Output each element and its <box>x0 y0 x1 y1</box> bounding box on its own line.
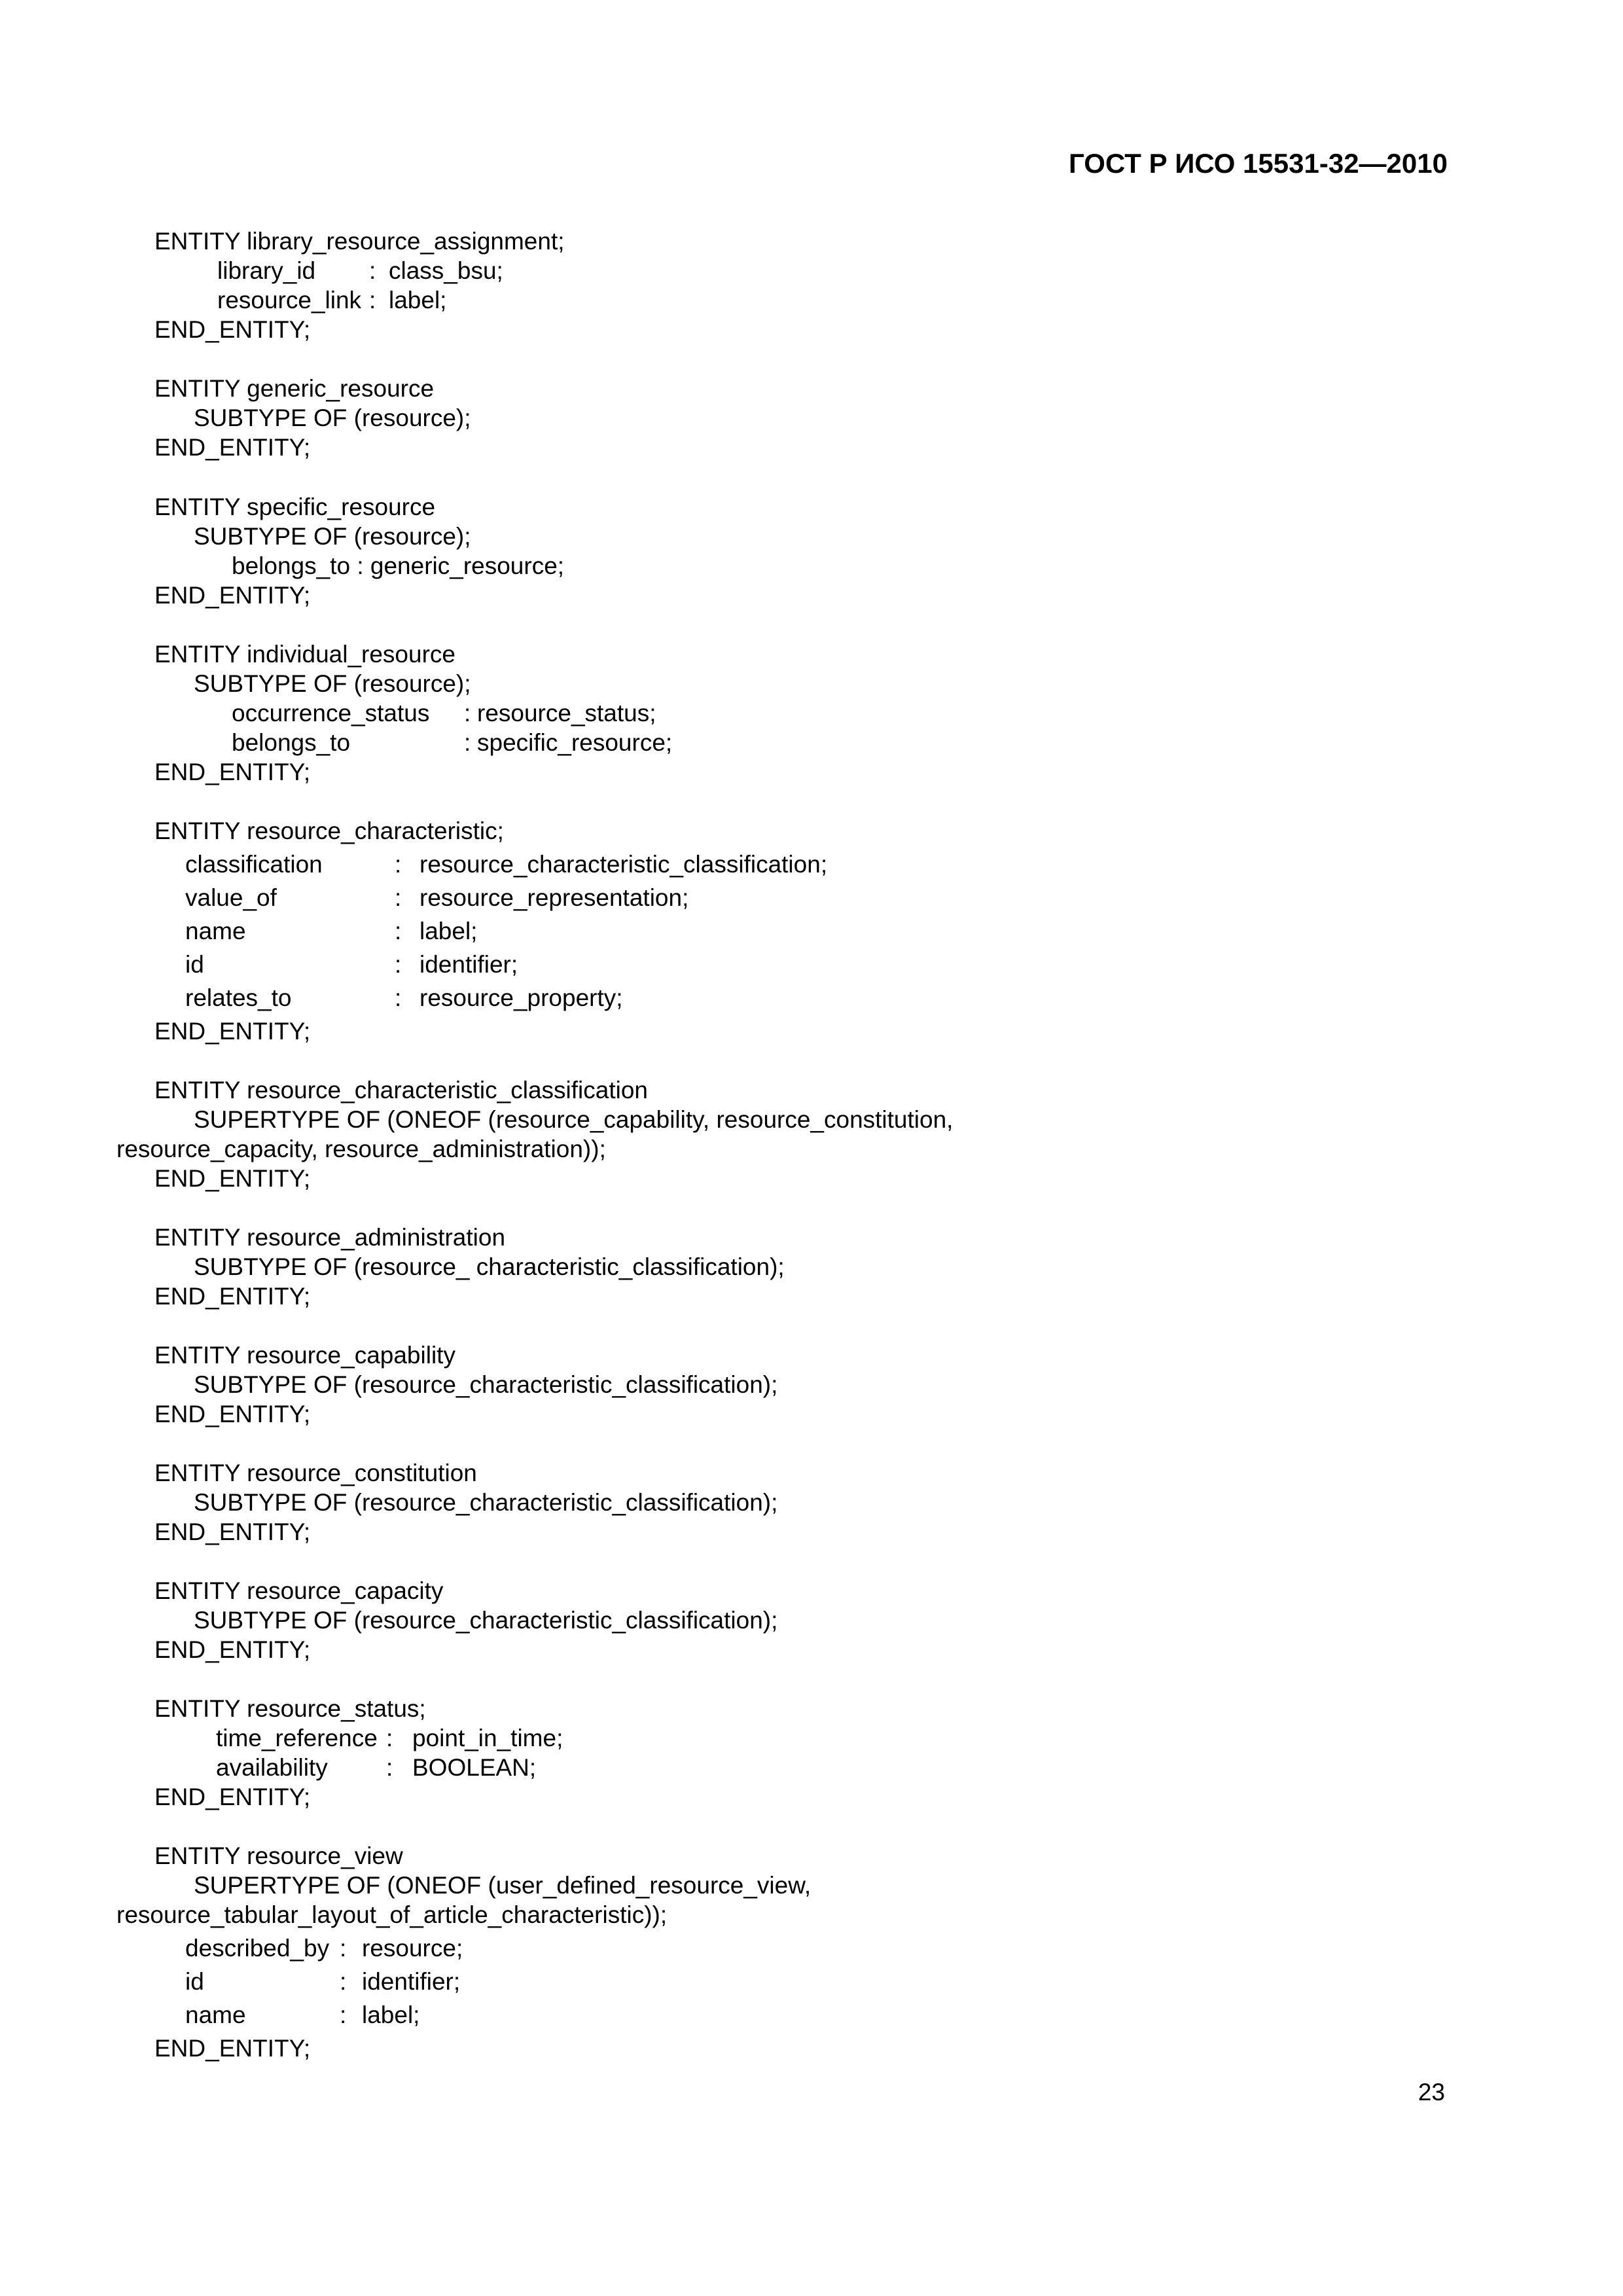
code-line: ENTITY specific_resource <box>154 493 436 520</box>
attribute-name: time_reference <box>216 1725 378 1751</box>
code-line: ENTITY resource_status; <box>154 1695 426 1722</box>
attribute-type: resource_property; <box>419 984 623 1011</box>
attribute-separator: : <box>464 729 471 756</box>
code-line: ENTITY resource_characteristic_classification <box>154 1077 648 1103</box>
attribute-line <box>185 916 477 946</box>
attribute-name: classification <box>185 851 323 878</box>
attribute-line <box>185 2000 419 2030</box>
code-line: ENTITY resource_constitution <box>154 1460 477 1486</box>
code-line: END_ENTITY; <box>154 1401 311 1427</box>
attribute-line <box>185 1967 460 1996</box>
attribute-separator: : <box>395 851 402 878</box>
attribute-line <box>185 1933 463 1963</box>
code-line: resource_tabular_layout_of_article_characteristic)); <box>116 1901 668 1928</box>
attribute-name: id <box>185 1968 204 1995</box>
code-line: END_ENTITY; <box>154 434 311 461</box>
code-line: END_ENTITY; <box>154 1283 311 1310</box>
attribute-separator: : <box>369 287 376 314</box>
attribute-separator: : <box>395 951 402 978</box>
code-line: SUBTYPE OF (resource); <box>194 404 471 431</box>
code-line: ENTITY library_resource_assignment; <box>154 228 565 255</box>
attribute-line <box>232 698 656 728</box>
attribute-separator: : <box>369 257 376 284</box>
attribute-type: BOOLEAN; <box>412 1754 537 1781</box>
code-line: END_ENTITY; <box>154 316 311 343</box>
code-line: resource_capacity, resource_administration)); <box>116 1136 606 1162</box>
code-line: belongs_to : generic_resource; <box>232 552 565 579</box>
code-line: SUBTYPE OF (resource_characteristic_classification); <box>194 1489 778 1516</box>
attribute-separator: : <box>395 884 402 911</box>
code-line: SUBTYPE OF (resource_characteristic_classification); <box>194 1607 778 1634</box>
attribute-line <box>185 850 827 879</box>
code-line: END_ENTITY; <box>154 1165 311 1192</box>
code-line: SUBTYPE OF (resource_characteristic_classification); <box>194 1371 778 1398</box>
attribute-line <box>232 728 672 757</box>
attribute-name: relates_to <box>185 984 292 1011</box>
attribute-name: id <box>185 951 204 978</box>
attribute-separator: : <box>464 700 471 726</box>
code-line: END_ENTITY; <box>154 582 311 609</box>
attribute-type: resource_status; <box>477 700 656 726</box>
attribute-name: resource_link <box>217 287 362 314</box>
code-line: END_ENTITY; <box>154 759 311 785</box>
code-line: SUPERTYPE OF (ONEOF (resource_capability, resource_constitution, <box>194 1106 954 1133</box>
code-line: END_ENTITY; <box>154 2035 311 2062</box>
attribute-name: library_id <box>217 257 316 284</box>
code-line: ENTITY resource_capability <box>154 1342 455 1369</box>
code-line: ENTITY individual_resource <box>154 641 455 668</box>
attribute-name: name <box>185 918 246 944</box>
attribute-separator: : <box>340 1968 347 1995</box>
code-line: ENTITY resource_characteristic; <box>154 817 504 844</box>
attribute-name: occurrence_status <box>232 700 430 726</box>
attribute-type: identifier; <box>419 951 518 978</box>
code-line: SUBTYPE OF (resource); <box>194 670 471 697</box>
attribute-type: resource_characteristic_classification; <box>419 851 828 878</box>
attribute-line <box>217 256 503 285</box>
code-line: SUBTYPE OF (resource_ characteristic_classification); <box>194 1253 785 1280</box>
code-line: SUBTYPE OF (resource); <box>194 523 471 550</box>
attribute-line <box>216 1723 563 1753</box>
code-line: ENTITY resource_capacity <box>154 1577 444 1604</box>
attribute-type: identifier; <box>362 1968 461 1995</box>
attribute-separator: : <box>340 1935 347 1962</box>
attribute-line <box>216 1753 536 1782</box>
attribute-type: class_bsu; <box>389 257 503 284</box>
attribute-type: point_in_time; <box>412 1725 563 1751</box>
attribute-type: resource; <box>362 1935 463 1962</box>
attribute-line <box>185 983 623 1013</box>
attribute-type: resource_representation; <box>419 884 689 911</box>
attribute-line <box>185 883 688 912</box>
attribute-name: availability <box>216 1754 328 1781</box>
attribute-separator: : <box>386 1725 393 1751</box>
attribute-separator: : <box>395 984 402 1011</box>
code-line: ENTITY resource_administration <box>154 1224 506 1251</box>
code-line: END_ENTITY; <box>154 1784 311 1810</box>
attribute-type: label; <box>389 287 447 314</box>
attribute-type: label; <box>419 918 478 944</box>
page-number: 23 <box>1418 2079 1445 2106</box>
attribute-name: belongs_to <box>232 729 351 756</box>
code-line: ENTITY resource_view <box>154 1842 403 1869</box>
document-header: ГОСТ Р ИСО 15531-32—2010 <box>1069 148 1448 179</box>
code-line: SUPERTYPE OF (ONEOF (user_defined_resource_view, <box>194 1872 812 1899</box>
attribute-line <box>217 285 446 315</box>
attribute-line <box>185 950 518 979</box>
attribute-name: value_of <box>185 884 277 911</box>
code-line: END_ENTITY; <box>154 1518 311 1545</box>
attribute-name: name <box>185 2001 246 2028</box>
attribute-type: label; <box>362 2001 420 2028</box>
code-line: ENTITY generic_resource <box>154 375 435 402</box>
code-line: END_ENTITY; <box>154 1636 311 1663</box>
attribute-separator: : <box>386 1754 393 1781</box>
attribute-name: described_by <box>185 1935 330 1962</box>
code-line: END_ENTITY; <box>154 1018 311 1045</box>
attribute-separator: : <box>340 2001 347 2028</box>
attribute-type: specific_resource; <box>477 729 673 756</box>
attribute-separator: : <box>395 918 402 944</box>
